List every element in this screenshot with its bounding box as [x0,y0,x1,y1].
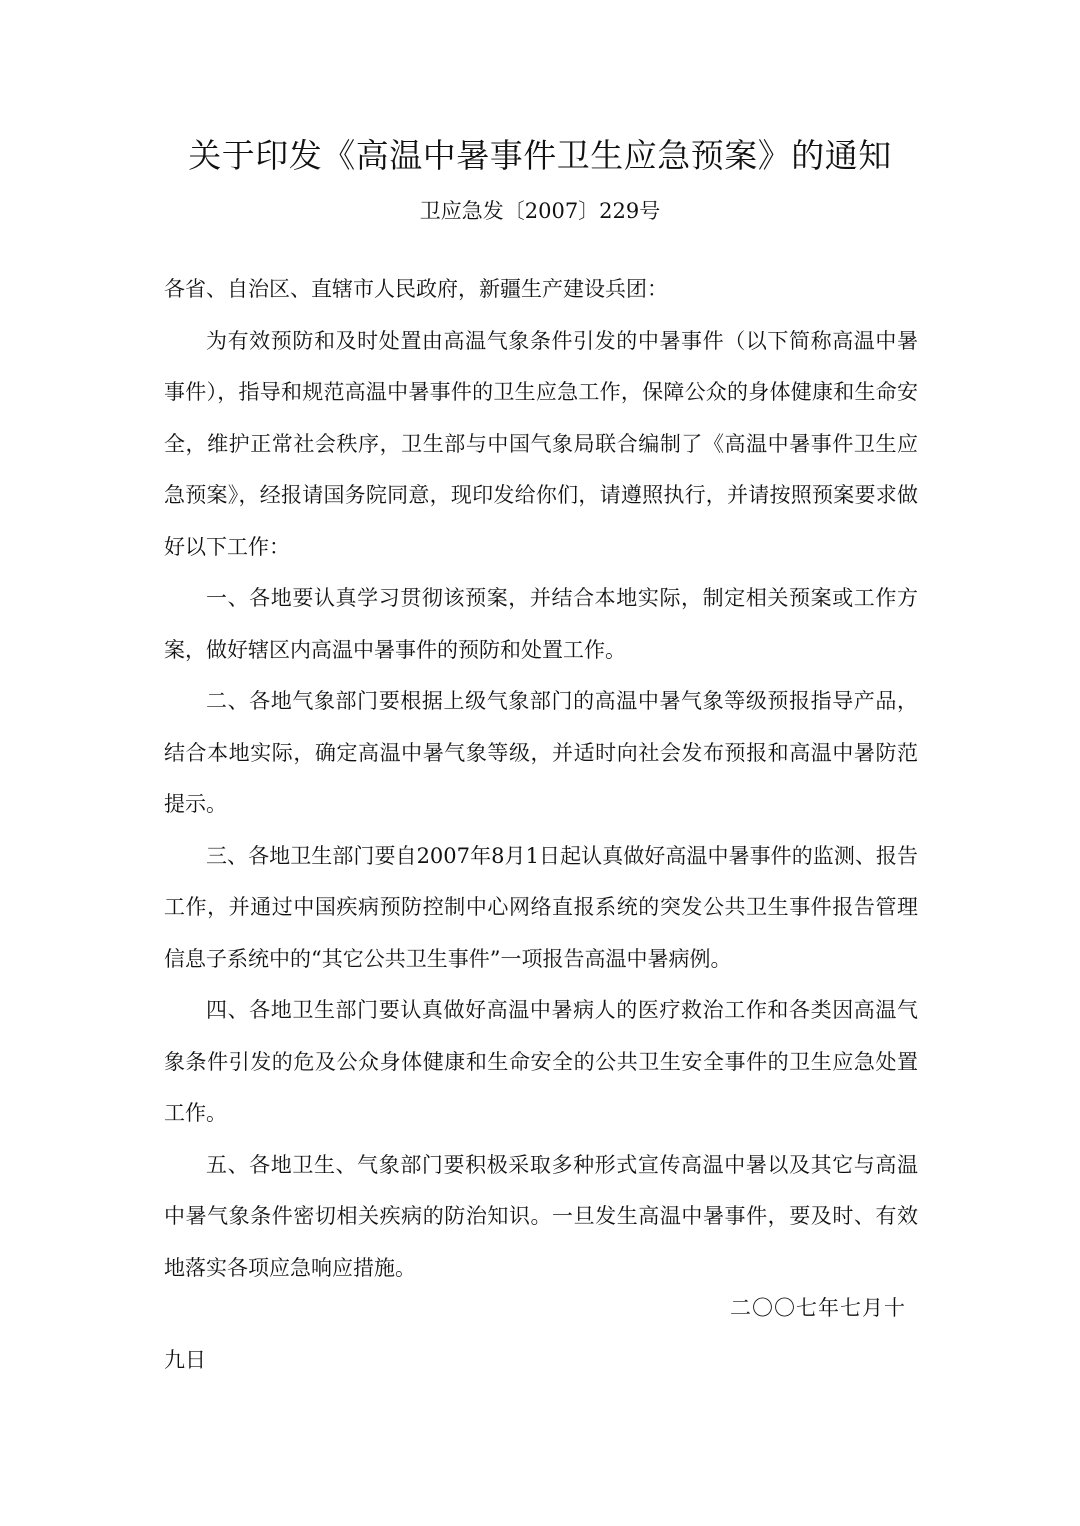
paragraph-intro: 为有效预防和及时处置由高温气象条件引发的中暑事件（以下简称高温中暑事件），指导和规范高温中暑事件的卫生应急工作，保障公众的身体健康和生命安全，维护正常社会秩序，卫生部与中国气象局联合编制了《高温中暑事件卫生应急预案》，经报请国务院同意，现印发给你们，请遵照执行，并请按照预案要求做好以下工作： [164,328,918,559]
paragraph-item-5: 五、各地卫生、气象部门要积极采取多种形式宣传高温中暑以及其它与高温中暑气象条件密切相关疾病的防治知识。一旦发生高温中暑事件，要及时、有效地落实各项应急响应措施。 [164,1152,918,1280]
document-number: 卫应急发〔2007〕229号 [419,199,661,223]
paragraph-item-3: 三、各地卫生部门要自2007年8月1日起认真做好高温中暑事件的监测、报告工作，并通过中国疾病预防控制中心网络直报系统的突发公共卫生事件报告管理信息子系统中的“其它公共卫生事件”一项报告高温中暑病例。 [164,843,918,971]
document-body [164,264,918,1294]
issue-date-part2: 九日 [164,1348,206,1372]
paragraph-item-4: 四、各地卫生部门要认真做好高温中暑病人的医疗救治工作和各类因高温气象条件引发的危及公众身体健康和生命安全的公共卫生安全事件的卫生应急处置工作。 [164,998,918,1125]
paragraph-item-1: 一、各地要认真学习贯彻该预案，并结合本地实际，制定相关预案或工作方案，做好辖区内高温中暑事件的预防和处置工作。 [164,586,918,662]
document-title: 关于印发《高温中暑事件卫生应急预案》的通知 [188,136,892,175]
paragraph-item-2: 二、各地气象部门要根据上级气象部门的高温中暑气象等级预报指导产品，结合本地实际，确定高温中暑气象等级，并适时向社会发布预报和高温中暑防范提示。 [164,689,918,816]
salutation: 各省、自治区、直辖市人民政府，新疆生产建设兵团： [164,277,668,301]
issue-date-part1: 二〇〇七年七月十 [730,1296,906,1320]
